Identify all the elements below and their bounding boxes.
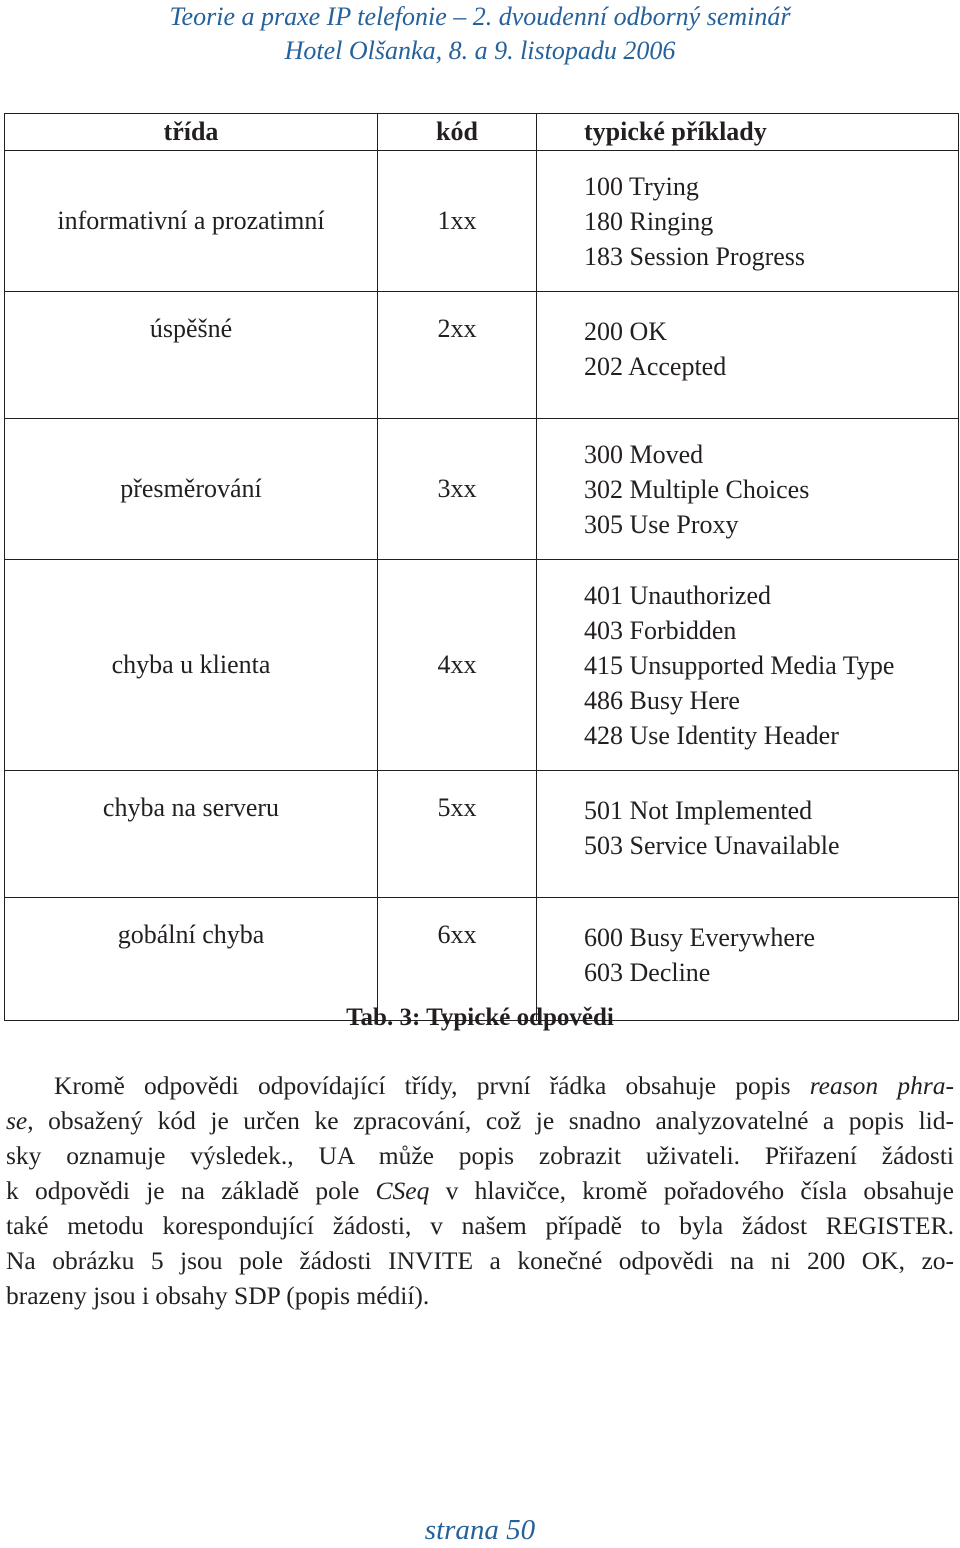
response-codes-table: [4, 113, 959, 1021]
text-run: k odpovědi je na základě pole: [6, 1176, 376, 1205]
example-item: 600 Busy Everywhere: [584, 923, 816, 952]
cell-class: úspěšné: [5, 292, 378, 419]
table-row: [5, 292, 959, 419]
example-item: 200 OK: [584, 317, 668, 346]
cell-examples: [537, 560, 959, 771]
cell-code: 2xx: [378, 292, 537, 419]
cell-examples: [537, 151, 959, 292]
example-item: 202 Accepted: [584, 352, 727, 381]
cell-code: 1xx: [378, 151, 537, 292]
cell-class: gobální chyba: [5, 898, 378, 1021]
text-run-italic: CSeq: [375, 1176, 430, 1205]
cell-class: chyba u klienta: [5, 560, 378, 771]
table-row: [5, 560, 959, 771]
example-item: 183 Session Progress: [584, 241, 806, 271]
cell-class: přesměrování: [5, 419, 378, 560]
table-header-row: [5, 114, 959, 151]
cell-class: chyba na serveru: [5, 771, 378, 898]
cell-class: informativní a prozatimní: [5, 151, 378, 292]
paragraph-line: sky oznamuje výsledek., UA může popis zobrazit uživateli. Přiřazení žádosti: [6, 1141, 954, 1170]
example-item: 401 Unauthorized: [584, 580, 772, 610]
table-row: [5, 151, 959, 292]
example-item: 415 Unsupported Media Type: [584, 650, 895, 680]
column-header-examples: typické příklady: [537, 114, 959, 151]
table-row: [5, 771, 959, 898]
cell-code: 5xx: [378, 771, 537, 898]
paragraph-line: [6, 1103, 954, 1138]
paragraph-line: také metodu korespondující žádosti, v našem případě to byla žádost REGISTER.: [6, 1211, 954, 1240]
example-item: 486 Busy Here: [584, 685, 740, 715]
cell-examples: [537, 419, 959, 560]
example-item: 503 Service Unavailable: [584, 831, 840, 860]
example-item: 305 Use Proxy: [584, 509, 739, 539]
paragraph-line: [6, 1068, 954, 1103]
cell-code: 6xx: [378, 898, 537, 1021]
running-header-title: Teorie a praxe IP telefonie – 2. dvoudenní odborný seminář: [169, 2, 791, 31]
cell-examples: [537, 771, 959, 898]
table-caption: Tab. 3: Typické odpovědi: [346, 1004, 614, 1031]
example-item: 603 Decline: [584, 958, 711, 987]
page-number: strana 50: [424, 1514, 536, 1546]
column-header-class: třída: [5, 114, 378, 151]
cell-examples: [537, 292, 959, 419]
example-item: 403 Forbidden: [584, 615, 737, 645]
example-item: 428 Use Identity Header: [584, 720, 839, 750]
body-paragraph: [6, 1068, 954, 1313]
paragraph-line: brazeny jsou i obsahy SDP (popis médií).: [6, 1281, 430, 1310]
paragraph-line: [6, 1173, 954, 1208]
example-item: 100 Trying: [584, 171, 699, 201]
text-run: v hlavičce, kromě pořadového čísla obsahuje: [429, 1176, 954, 1205]
example-item: 180 Ringing: [584, 206, 714, 236]
example-item: 300 Moved: [584, 439, 704, 469]
example-item: 302 Multiple Choices: [584, 474, 810, 504]
cell-code: 3xx: [378, 419, 537, 560]
paragraph-line: Na obrázku 5 jsou pole žádosti INVITE a konečné odpovědi na ni 200 OK, zo-: [6, 1246, 954, 1275]
example-item: 501 Not Implemented: [584, 796, 813, 825]
table-row: [5, 419, 959, 560]
running-header-venue: Hotel Olšanka, 8. a 9. listopadu 2006: [284, 36, 676, 65]
text-run: Kromě odpovědi odpovídající třídy, první řádka obsahuje popis: [54, 1071, 810, 1100]
text-run: , obsažený kód je určen ke zpracování, což je snadno analyzovatelné a popis lid-: [27, 1106, 954, 1135]
text-run-italic: se: [6, 1106, 28, 1135]
cell-code: 4xx: [378, 560, 537, 771]
column-header-code: kód: [378, 114, 537, 151]
text-run-italic: reason phra-: [809, 1071, 954, 1100]
